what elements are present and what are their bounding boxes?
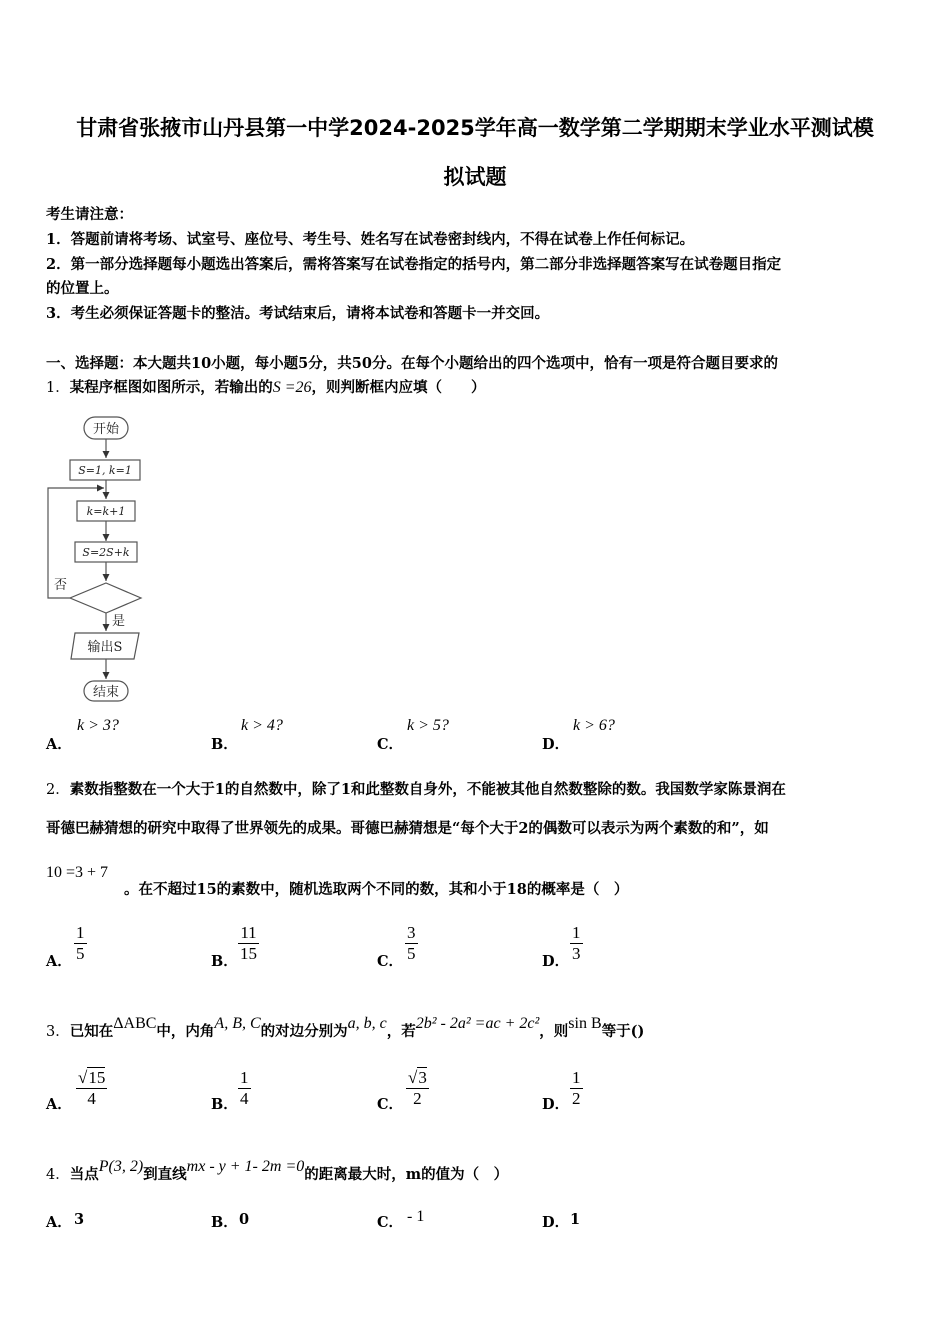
exam-title-line2: 拟试题 bbox=[443, 165, 507, 189]
q2-option-a-num: 1 bbox=[76, 923, 85, 942]
notice-item-2b: 的位置上。 bbox=[46, 280, 119, 297]
exam-title-line1: 甘肃省张掖市山丹县第一中学2024-2025学年高一数学第二学期期末学业水平测试模 bbox=[76, 116, 874, 140]
q2-option-d-num: 1 bbox=[572, 923, 581, 942]
question-4-number: 4． bbox=[46, 1167, 70, 1183]
q1-option-a-value: k > 3? bbox=[77, 717, 119, 734]
question-2-text-1: 素数指整数在一个大于1的自然数中，除了1和此整数自身外，不能被其他自然数整除的数。我国数学家陈景润在 bbox=[69, 781, 786, 798]
flow-start-label: 开始 bbox=[92, 422, 120, 437]
q3-option-a-den: 4 bbox=[87, 1089, 96, 1108]
section-heading: 一、选择题：本大题共10小题，每小题5分，共50分。在每个小题给出的四个选项中，恰有一项是符合题目要求的 bbox=[46, 355, 778, 372]
flow-step1-label: k=k+1 bbox=[86, 505, 126, 518]
flow-init-label: S=1, k=1 bbox=[78, 464, 132, 477]
q3-option-b-num: 1 bbox=[240, 1068, 249, 1087]
notice-heading: 考生请注意： bbox=[46, 206, 133, 223]
question-3-math-3: a, b, c bbox=[347, 1015, 387, 1032]
q2-option-d-den: 3 bbox=[572, 944, 581, 963]
q2-option-c-fraction bbox=[405, 923, 418, 964]
q2-option-d-fraction bbox=[570, 923, 583, 964]
question-4 bbox=[46, 1158, 509, 1184]
flow-no-label: 否 bbox=[54, 578, 68, 593]
q3-option-d-fraction bbox=[570, 1068, 583, 1109]
question-2-line-3: 。在不超过15的素数中，随机选取两个不同的数，其和小于18的概率是（ ） bbox=[124, 881, 629, 898]
q3-option-b-fraction bbox=[238, 1068, 251, 1109]
question-2-math: 10 =3 + 7 bbox=[46, 864, 109, 881]
q3-option-c-fraction: $\frac{√3}{2}$ bbox=[408, 1068, 427, 1108]
q2-option-b-num: 11 bbox=[238, 923, 259, 944]
notice-item-3: 3．考生必须保证答题卡的整洁。考试结束后，请将本试卷和答题卡一并交回。 bbox=[46, 305, 550, 322]
flowchart bbox=[40, 405, 160, 705]
question-2-line-1 bbox=[46, 778, 786, 799]
flow-end-label: 结束 bbox=[92, 685, 120, 700]
q3-option-a-num: 15 bbox=[88, 1068, 106, 1087]
q1-option-a-label: A． bbox=[46, 736, 72, 753]
q2-option-c-label: C． bbox=[377, 953, 404, 970]
question-3-math-5: sin B bbox=[568, 1015, 602, 1032]
question-4-math-2: mx - y + 1- 2m =0 bbox=[186, 1158, 305, 1175]
q4-option-a-value: 3 bbox=[74, 1211, 85, 1228]
q4-option-b-label: B． bbox=[211, 1214, 238, 1231]
q2-option-c-num: 3 bbox=[407, 923, 416, 942]
question-3-number: 3． bbox=[46, 1024, 70, 1040]
q3-option-d-label: D． bbox=[542, 1096, 570, 1113]
q1-option-b-label: B． bbox=[211, 736, 238, 753]
q1-option-d-value: k > 6? bbox=[573, 717, 615, 734]
q3-option-b-label: B． bbox=[211, 1096, 238, 1113]
flow-output-label: 输出S bbox=[87, 640, 123, 655]
question-3-math-1: ΔABC bbox=[113, 1015, 157, 1032]
flow-step2-label: S=2S+k bbox=[82, 546, 130, 559]
flow-decision-diamond bbox=[70, 583, 141, 613]
question-3-text-2: 中，内角 bbox=[156, 1023, 215, 1040]
question-4-math-1: P(3, 2) bbox=[98, 1158, 144, 1175]
question-3-text-6: 等于() bbox=[601, 1023, 645, 1040]
q4-option-c-label: C． bbox=[377, 1214, 404, 1231]
question-1-text-b: ，则判断框内应填（ ） bbox=[311, 379, 486, 396]
question-2-line-2: 哥德巴赫猜想的研究中取得了世界领先的成果。哥德巴赫猜想是“每个大于2的偶数可以表示为两个素数的和”，如 bbox=[46, 820, 769, 837]
q3-option-c-den: 2 bbox=[413, 1089, 422, 1108]
q2-option-d-label: D． bbox=[542, 953, 570, 970]
question-3-text-4: ，若 bbox=[386, 1023, 416, 1040]
q2-option-a-den: 5 bbox=[76, 944, 85, 963]
question-3-math-2: A, B, C bbox=[214, 1015, 261, 1032]
question-4-text-3: 的距离最大时，m的值为（ ） bbox=[304, 1166, 509, 1183]
q2-option-b-fraction bbox=[238, 923, 259, 964]
q2-option-a-label: A． bbox=[46, 953, 72, 970]
question-4-text-2: 到直线 bbox=[143, 1166, 187, 1183]
question-3-text-1: 已知在 bbox=[69, 1023, 114, 1040]
q3-option-c-label: C． bbox=[377, 1096, 404, 1113]
q3-option-c-num: 3 bbox=[418, 1068, 427, 1087]
q3-option-a-label: A． bbox=[46, 1096, 72, 1113]
question-3-text-5: ，则 bbox=[539, 1023, 569, 1040]
question-3 bbox=[46, 1015, 645, 1041]
question-3-math-4: 2b² - 2a² =ac + 2c² bbox=[415, 1015, 540, 1032]
q1-option-d-label: D． bbox=[542, 736, 570, 753]
q1-option-c-value: k > 5? bbox=[407, 717, 449, 734]
q2-option-c-den: 5 bbox=[407, 944, 416, 963]
q4-option-d-label: D． bbox=[542, 1214, 570, 1231]
question-4-text-1: 当点 bbox=[69, 1166, 99, 1183]
q4-option-b-value: 0 bbox=[239, 1211, 250, 1228]
question-1 bbox=[46, 376, 486, 397]
q4-option-a-label: A． bbox=[46, 1214, 72, 1231]
q1-option-c-label: C． bbox=[377, 736, 404, 753]
q3-option-b-den: 4 bbox=[240, 1089, 249, 1108]
question-1-text-a: 某程序框图如图所示，若输出的 bbox=[69, 379, 273, 396]
q2-option-b-den: 15 bbox=[240, 944, 257, 963]
q1-option-b-value: k > 4? bbox=[241, 717, 283, 734]
q3-option-d-den: 2 bbox=[572, 1089, 581, 1108]
notice-item-1: 1．答题前请将考场、试室号、座位号、考生号、姓名写在试卷密封线内，不得在试卷上作任何标记。 bbox=[46, 231, 695, 248]
question-2-number: 2． bbox=[46, 782, 70, 798]
q2-option-b-label: B． bbox=[211, 953, 238, 970]
question-1-number: 1． bbox=[46, 380, 70, 396]
q4-option-d-value: 1 bbox=[570, 1211, 581, 1228]
question-1-math: S =26 bbox=[272, 379, 312, 396]
q3-option-d-num: 1 bbox=[572, 1068, 581, 1087]
question-3-text-3: 的对边分别为 bbox=[260, 1023, 348, 1040]
q3-option-a-fraction: $\frac{√15}{4}$ bbox=[78, 1068, 106, 1108]
q2-option-a-fraction bbox=[74, 923, 87, 964]
notice-item-2a: 2．第一部分选择题每小题选出答案后，需将答案写在试卷指定的括号内，第二部分非选择题答案写在试卷题目指定 bbox=[46, 256, 782, 273]
q4-option-c-value: - 1 bbox=[407, 1208, 425, 1225]
flow-yes-label: 是 bbox=[112, 614, 126, 629]
